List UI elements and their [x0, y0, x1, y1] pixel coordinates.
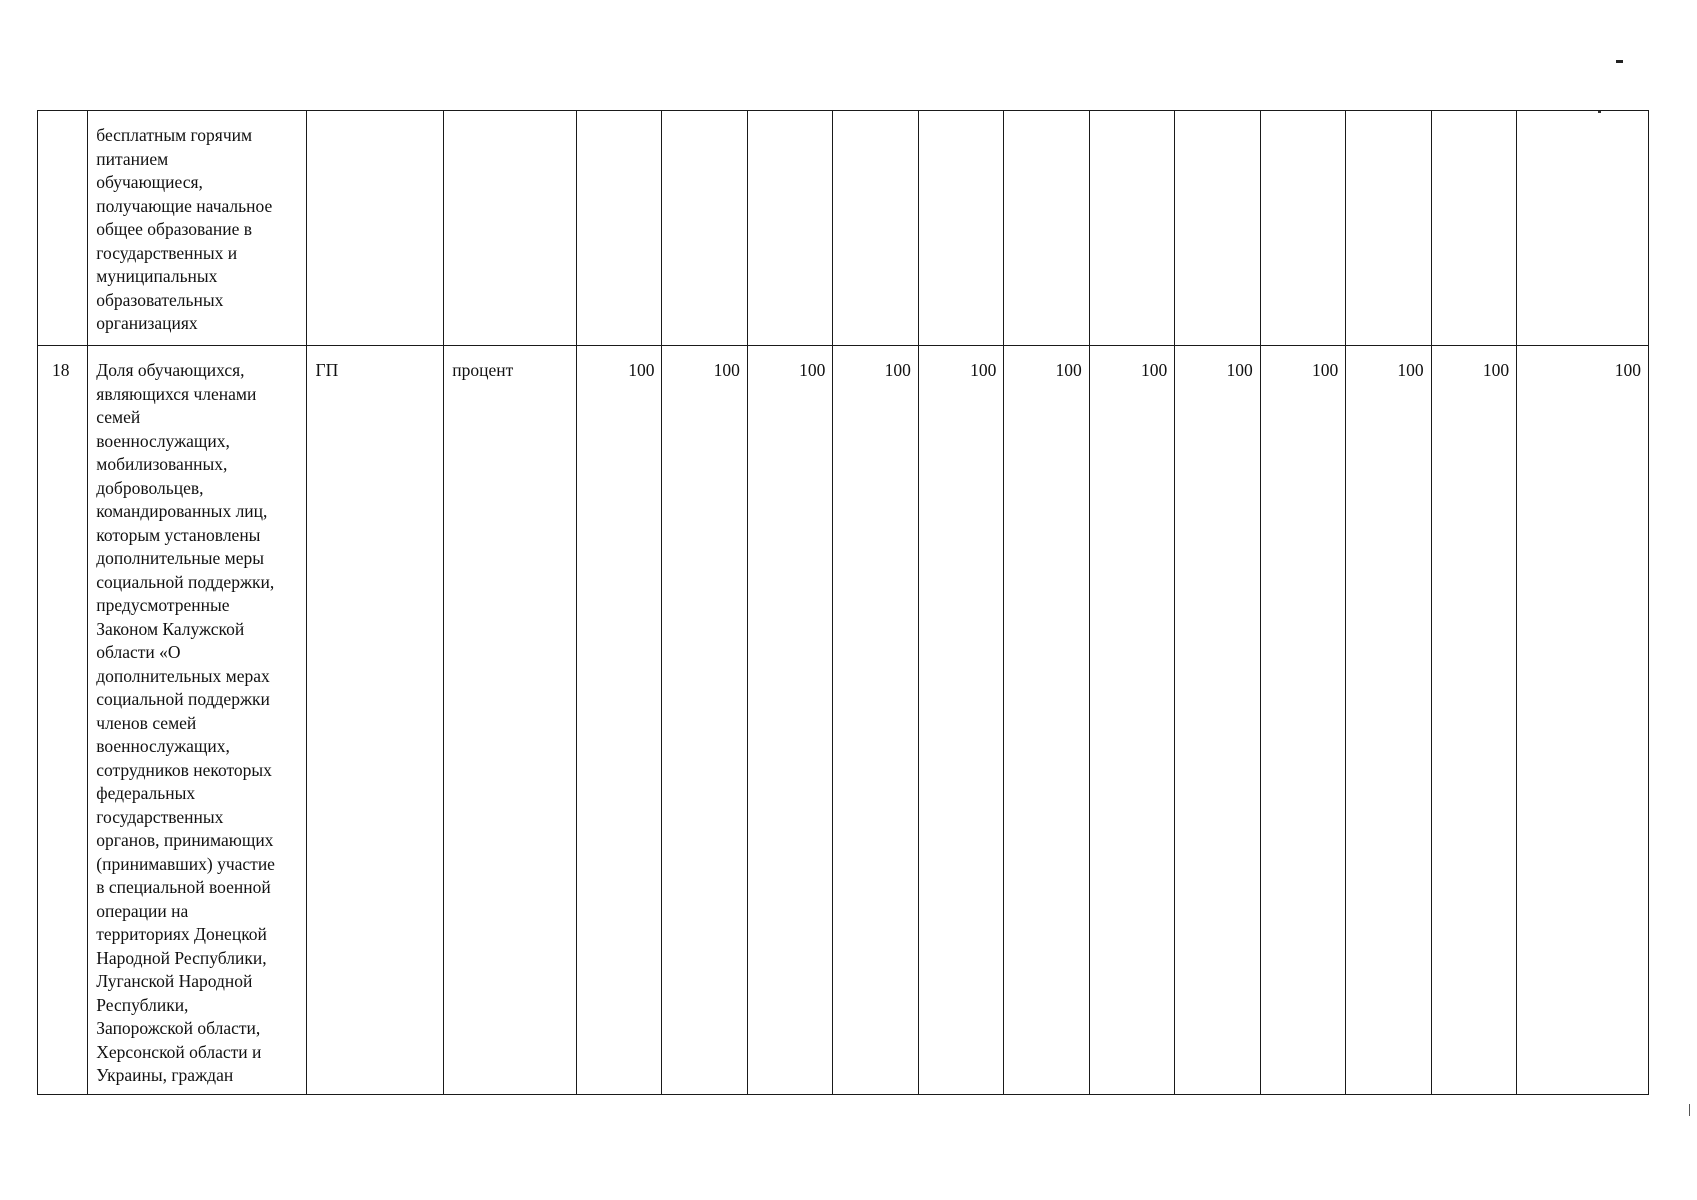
- row-number-cell: [38, 111, 88, 346]
- value-cell: [1346, 111, 1431, 346]
- source-cell: [307, 111, 444, 346]
- value-cell: 100: [1431, 346, 1516, 1095]
- value-cell: [1004, 111, 1089, 346]
- value-cell: 100: [833, 346, 918, 1095]
- value-cell: [1260, 111, 1345, 346]
- value-cell: 100: [1175, 346, 1260, 1095]
- value-cell: [1431, 111, 1516, 346]
- indicator-name-cell: бесплатным горячим питанием обучающиеся, получающие начальное общее образование в государственных и муниципальных образовательных организациях: [88, 111, 307, 346]
- indicators-table: [37, 110, 1649, 1095]
- value-cell: 100: [1260, 346, 1345, 1095]
- indicator-name-cell: Доля обучающихся, являющихся членами семей военнослужащих, мобилизованных, добровольцев, командированных лиц, которым установлены дополнительные меры социальной поддержки, предусмотренные Законом Калужской области «О дополнительных мерах социальной поддержки членов семей военнослужащих, сотрудников некоторых федеральных государственных органов, принимающих (принимавших) участие в специальной военной операции на территориях Донецкой Народной Республики, Луганской Народной Республики, Запорожской области, Херсонской области и Украины, граждан: [88, 346, 307, 1095]
- scan-mark-right: [1689, 1104, 1690, 1116]
- value-cell: 100: [1089, 346, 1174, 1095]
- table-row: [38, 346, 1649, 1095]
- value-cell: 100: [747, 346, 832, 1095]
- value-cell: [918, 111, 1003, 346]
- value-cell: 100: [1004, 346, 1089, 1095]
- value-cell: [747, 111, 832, 346]
- unit-cell: процент: [444, 346, 577, 1095]
- value-cell: 100: [1346, 346, 1431, 1095]
- value-cell: 100: [576, 346, 661, 1095]
- value-cell: [662, 111, 747, 346]
- value-cell: [1089, 111, 1174, 346]
- value-cell: 100: [1517, 346, 1649, 1095]
- value-cell: 100: [662, 346, 747, 1095]
- value-cell: [1175, 111, 1260, 346]
- table-row: [38, 111, 1649, 346]
- value-cell: [1517, 111, 1649, 346]
- unit-cell: [444, 111, 577, 346]
- scan-mark-top: [1616, 60, 1623, 63]
- row-number-cell: 18: [38, 346, 88, 1095]
- source-cell: ГП: [307, 346, 444, 1095]
- value-cell: [833, 111, 918, 346]
- value-cell: 100: [918, 346, 1003, 1095]
- value-cell: [576, 111, 661, 346]
